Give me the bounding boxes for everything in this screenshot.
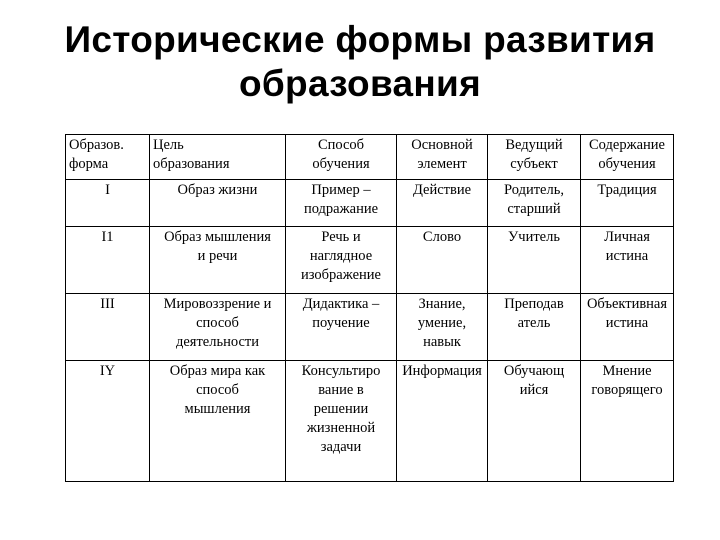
- table-cell: IY: [66, 361, 150, 482]
- table-cell: I: [66, 180, 150, 227]
- table-cell: Традиция: [581, 180, 674, 227]
- header-cell-subject: Ведущий субъект: [488, 135, 581, 180]
- table-cell: Личная истина: [581, 227, 674, 294]
- table-cell: Образ мира как способ мышления: [150, 361, 286, 482]
- table-header-row: [66, 135, 674, 180]
- header-cell-form: Образов. форма: [66, 135, 150, 180]
- table-cell: Консультиро вание в решении жизненной задачи: [286, 361, 397, 482]
- title-line-1: Исторические формы развития: [64, 19, 656, 60]
- title-line-2: образования: [239, 63, 481, 104]
- table-cell: Знание, умение, навык: [397, 294, 488, 361]
- table-row: [66, 294, 674, 361]
- header-cell-goal: Цель образования: [150, 135, 286, 180]
- table-cell: Учитель: [488, 227, 581, 294]
- table-cell: Объективная истина: [581, 294, 674, 361]
- table-cell: Речь и наглядное изображение: [286, 227, 397, 294]
- table-cell: I1: [66, 227, 150, 294]
- table-cell: Информация: [397, 361, 488, 482]
- table-cell: Мнение говорящего: [581, 361, 674, 482]
- table-cell: III: [66, 294, 150, 361]
- header-cell-content: Содержание обучения: [581, 135, 674, 180]
- table-cell: Слово: [397, 227, 488, 294]
- table-cell: Преподав атель: [488, 294, 581, 361]
- table-cell: Пример – подражание: [286, 180, 397, 227]
- table-cell: Дидактика – поучение: [286, 294, 397, 361]
- table-cell: Действие: [397, 180, 488, 227]
- education-forms-table: [65, 134, 674, 482]
- table-cell: Образ мышления и речи: [150, 227, 286, 294]
- table-cell: Мировоззрение и способ деятельности: [150, 294, 286, 361]
- table-row: [66, 361, 674, 482]
- table-row: [66, 180, 674, 227]
- table-cell: Обучающ ийся: [488, 361, 581, 482]
- table-row: [66, 227, 674, 294]
- table-cell: Родитель, старший: [488, 180, 581, 227]
- slide-title: [0, 18, 720, 106]
- header-cell-element: Основной элемент: [397, 135, 488, 180]
- header-cell-method: Способ обучения: [286, 135, 397, 180]
- table-cell: Образ жизни: [150, 180, 286, 227]
